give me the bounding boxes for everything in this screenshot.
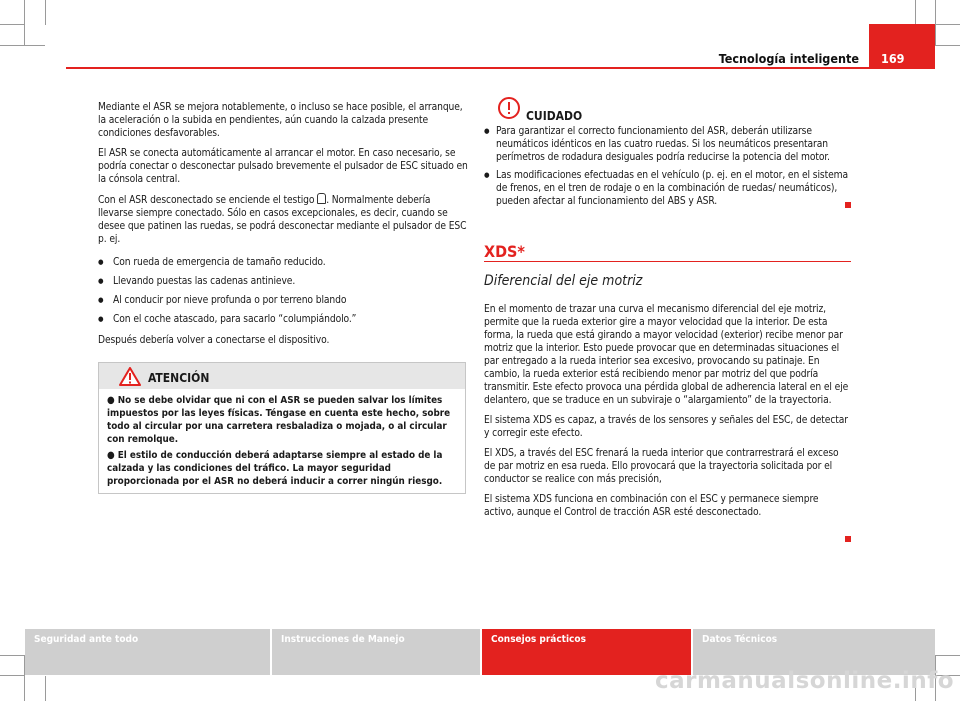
crop-mark [24, 0, 25, 45]
xds-body [484, 303, 851, 526]
paragraph: El sistema XDS es capaz, a través de los sensores y señales del ESC, de detectar y corregir este efecto. [484, 415, 848, 439]
warning-box [98, 362, 466, 494]
paragraph: Mediante el ASR se mejora notablemente, o incluso se hace posible, el arranque, la aceleración o la subida en pendientes, aún cuando la calzada presente condiciones desfavorables. [98, 102, 463, 139]
crop-mark [0, 45, 45, 46]
crop-mark [0, 24, 25, 25]
subsection-heading: Diferencial del eje motriz [484, 273, 643, 289]
list-item: ● Las modificaciones efectuadas en el vehículo (p. ej. en el motor, en el sistema de frenos, en el tren de rodaje o en la combinación de ruedas/ neumáticos), pueden afectar al funcionamiento del ABS y ASR. [484, 169, 851, 208]
crop-mark [935, 24, 960, 25]
list-item: ● Para garantizar el correcto funcionamiento del ASR, deberán utilizarse neumáticos idénticos en las cuatro ruedas. Si los neumáticos presentaran perímetros de rodadura desiguales podría reducirse la potencia del motor. [484, 125, 851, 164]
footer-tab-consejos[interactable]: Consejos prácticos [482, 629, 691, 675]
caution-body [484, 125, 851, 212]
heading-rule [484, 261, 851, 262]
watermark: carmanualsonline.info [654, 668, 954, 694]
list-item: ● El estilo de conducción deberá adaptarse siempre al estado de la calzada y las condiciones del tráfico. La mayor seguridad proporcionada por el ASR no deberá inducir a correr ningún riesgo. [107, 450, 443, 487]
crop-mark [0, 675, 25, 676]
crop-mark [45, 0, 46, 25]
crop-mark [915, 0, 916, 25]
list-item: ● Con el coche atascado, para sacarlo “columpiándolo.” [98, 313, 468, 326]
caution-title: CUIDADO [526, 109, 583, 123]
crop-mark [935, 0, 936, 45]
warning-body [107, 394, 460, 491]
warning-title: ATENCIÓN [148, 371, 210, 385]
crop-mark [45, 676, 46, 701]
paragraph: El XDS, a través del ESC frenará la rueda interior que contrarrestrará el exceso de par motriz en esa rueda. Ello provocará que la trayectoria solicitada por el conductor se realice con más precisión, [484, 448, 839, 485]
paragraph: El ASR se conecta automáticamente al arrancar el motor. En caso necesario, se podría conectar o desconectar pulsado brevemente el pulsador de ESC situado en la cónsola central. [98, 148, 468, 185]
paragraph: Después debería volver a conectarse el dispositivo. [98, 335, 330, 346]
section-end-marker [845, 202, 851, 208]
footer-tab-seguridad[interactable]: Seguridad ante todo [25, 629, 270, 675]
section-title: Tecnología inteligente [718, 51, 859, 66]
section-heading: XDS* [484, 242, 525, 261]
list-item: ● Llevando puestas las cadenas antinieve. [98, 275, 468, 288]
footer-tab-instrucciones[interactable]: Instrucciones de Manejo [272, 629, 480, 675]
left-column [98, 101, 468, 354]
footer-tab-datos[interactable]: Datos Técnicos [693, 629, 935, 675]
list-item: ● Al conducir por nieve profunda o por terreno blando [98, 294, 468, 307]
page-number: 169 [881, 51, 905, 66]
paragraph: Con el ASR desconectado se enciende el testigo . Normalmente debería llevarse siempre conectado. Sólo en casos excepcionales, es decir, cuando se desee que patinen las ruedas, se podrá desconectar mediante el pulsador de ESC p. ej. [98, 195, 467, 245]
header-rule [66, 67, 935, 69]
paragraph: El sistema XDS funciona en combinación con el ESC y permanece siempre activo, aunque el Control de tracción ASR esté desconectado. [484, 494, 819, 518]
asr-warning-lamp-icon [317, 193, 326, 204]
list-item: ● Con rueda de emergencia de tamaño reducido. [98, 256, 468, 269]
list-item: ● No se debe olvidar que ni con el ASR se pueden salvar los límites impuestos por las leyes físicas. Téngase en cuenta este hecho, sobre todo al circular por una carretera resbaladiza o mojada, o al circular con remolque. [107, 395, 451, 445]
section-end-marker [845, 536, 851, 542]
paragraph: En el momento de trazar una curva el mecanismo diferencial del eje motriz, permite que la rueda exterior gire a mayor velocidad que la interior. De esta forma, la rueda que está girando a mayor velocidad (exterior) recibe menor par motriz que la interior. Esto puede provocar que en determinadas situaciones el par entregado a la rueda interior sea excesivo, provocando su patinaje. En cambio, la rueda exterior está recibiendo menor par motriz del que podría transmitir. Este efecto provoca una pérdida global de adherencia lateral en el eje delantero, que se traduce en un subviraje o “alargamiento” de la trayectoria. [484, 304, 849, 406]
warning-triangle-icon [119, 367, 141, 386]
caution-icon [498, 97, 520, 119]
